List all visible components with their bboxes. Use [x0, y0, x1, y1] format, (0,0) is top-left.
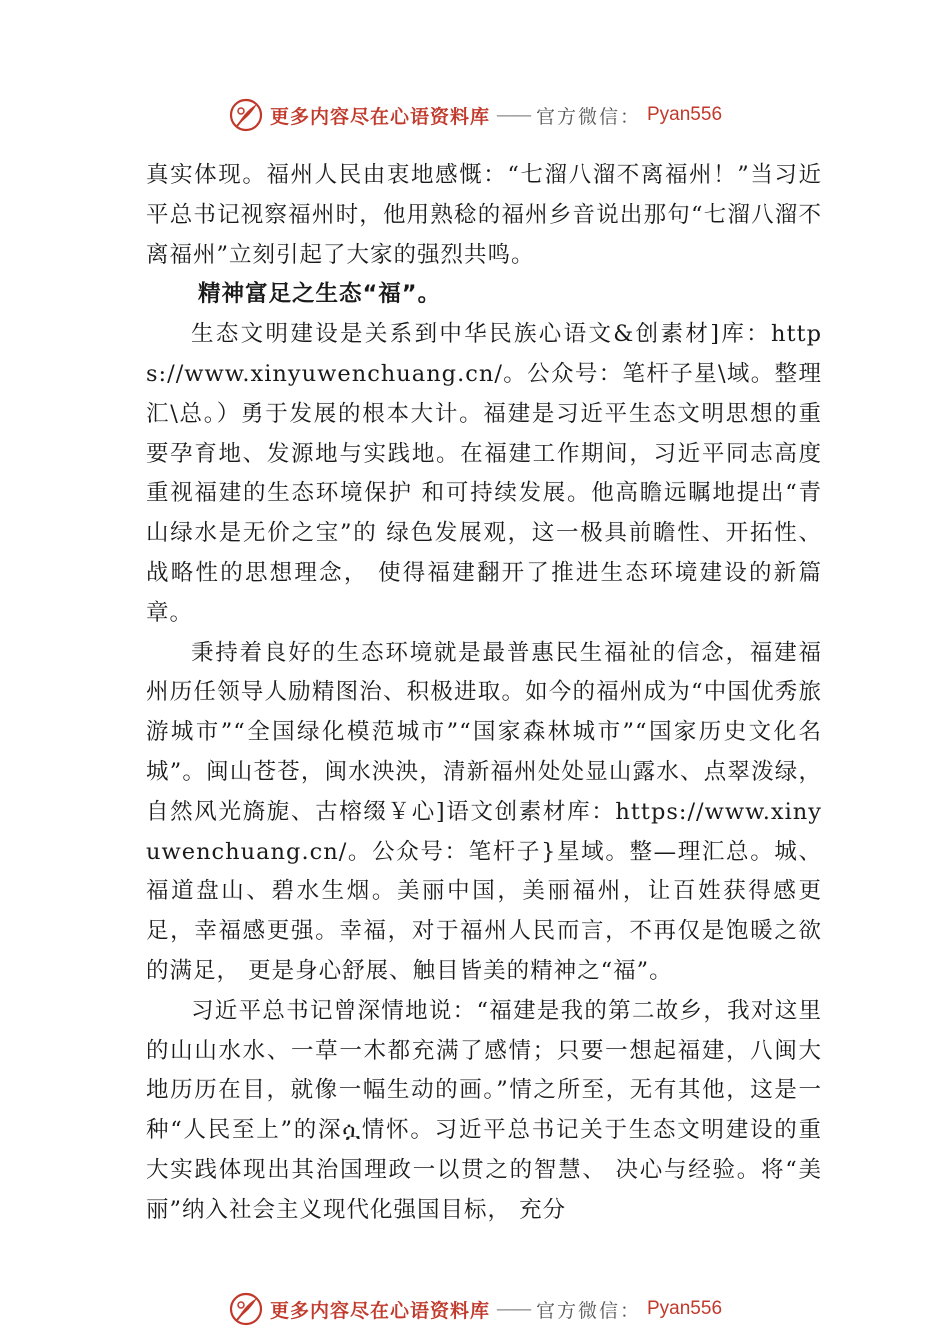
quill-logo-icon [228, 97, 264, 133]
paragraph-3: 秉持着良好的生态环境就是最普惠民生福祉的信念，福建福州历任领导人励精图治、积极进取。如今的福州成为“中国优秀旅游城市”“全国绿化模范城市”“国家森林城市”“国家历史文化名城”。闽山苍苍，闽水泱泱，清新福州处处显山露水、点翠泼绿，自然风光旖旎、古榕缀￥心]语文创素材库：https://www.xinyuwenchuang.cn/。公众号：笔杆子}星域。整—理汇总。城、福道盘山、碧水生烟。美丽中国，美丽福州，让百姓获得感更足，幸福感更强。幸福，对于福州人民而言，不再仅是饱暖之欲的满足， 更是身心舒展、触目皆美的精神之“福”。 [146, 639, 822, 984]
banner-dash: —— [495, 104, 530, 126]
paragraph-2: 生态文明建设是关系到中华民族心语文&创素材]库：https://www.xinyuwenchuang.cn/。公众号：笔杆子星\域。整理汇\总。）勇于发展的根本大计。福建是习近平生态文明思想的重要孕育地、发源地与实践地。在福建工作期间，习近平同志高度重视福建的生态环境保护 和可持续发展。他高瞻远瞩地提出“青山绿水是无价之宝”的 绿色发展观，这一极具前瞻性、开拓性、战略性的思想理念， 使得福建翻开了推进生态环境建设的新篇章。 [146, 321, 822, 626]
banner-wechat-label: 官方微信： [535, 1299, 641, 1322]
section-heading: 精神富足之生态“福”。 [198, 281, 442, 308]
banner-wechat-label: 官方微信： [535, 105, 641, 128]
header-banner [0, 95, 950, 135]
paragraph-4: 习近平总书记曾深情地说：“福建是我的第二故乡，我对这里的山山水水、一草一木都充满了感情；只要一想起福建，八闽大地历历在目，就像一幅生动的画。”情之所至，无有其他，这是一种“人民至上”的深ሷ情怀。习近平总书记关于生态文明建设的重大实践体现出其治国理政一以贯之的智慧、 决心与经验。将“美丽”纳入社会主义现代化强国目标， 充分 [146, 997, 822, 1223]
quill-logo-icon [228, 1291, 264, 1327]
banner-library-text: 更多内容尽在心语资料库 [269, 1299, 490, 1322]
document-body [146, 156, 822, 1231]
paragraph-1: 真实体现。福州人民由衷地感慨：“七溜八溜不离福州！”当习近平总书记视察福州时，他用熟稔的福州乡音说出那句“七溜八溜不离福州”立刻引起了大家的强烈共鸣。 [146, 162, 822, 268]
banner-library-text: 更多内容尽在心语资料库 [269, 105, 490, 128]
banner-wechat-id: Pyan556 [647, 104, 723, 125]
banner-wechat-id: Pyan556 [647, 1298, 723, 1319]
footer-banner [0, 1289, 950, 1329]
banner-dash: —— [495, 1298, 530, 1320]
